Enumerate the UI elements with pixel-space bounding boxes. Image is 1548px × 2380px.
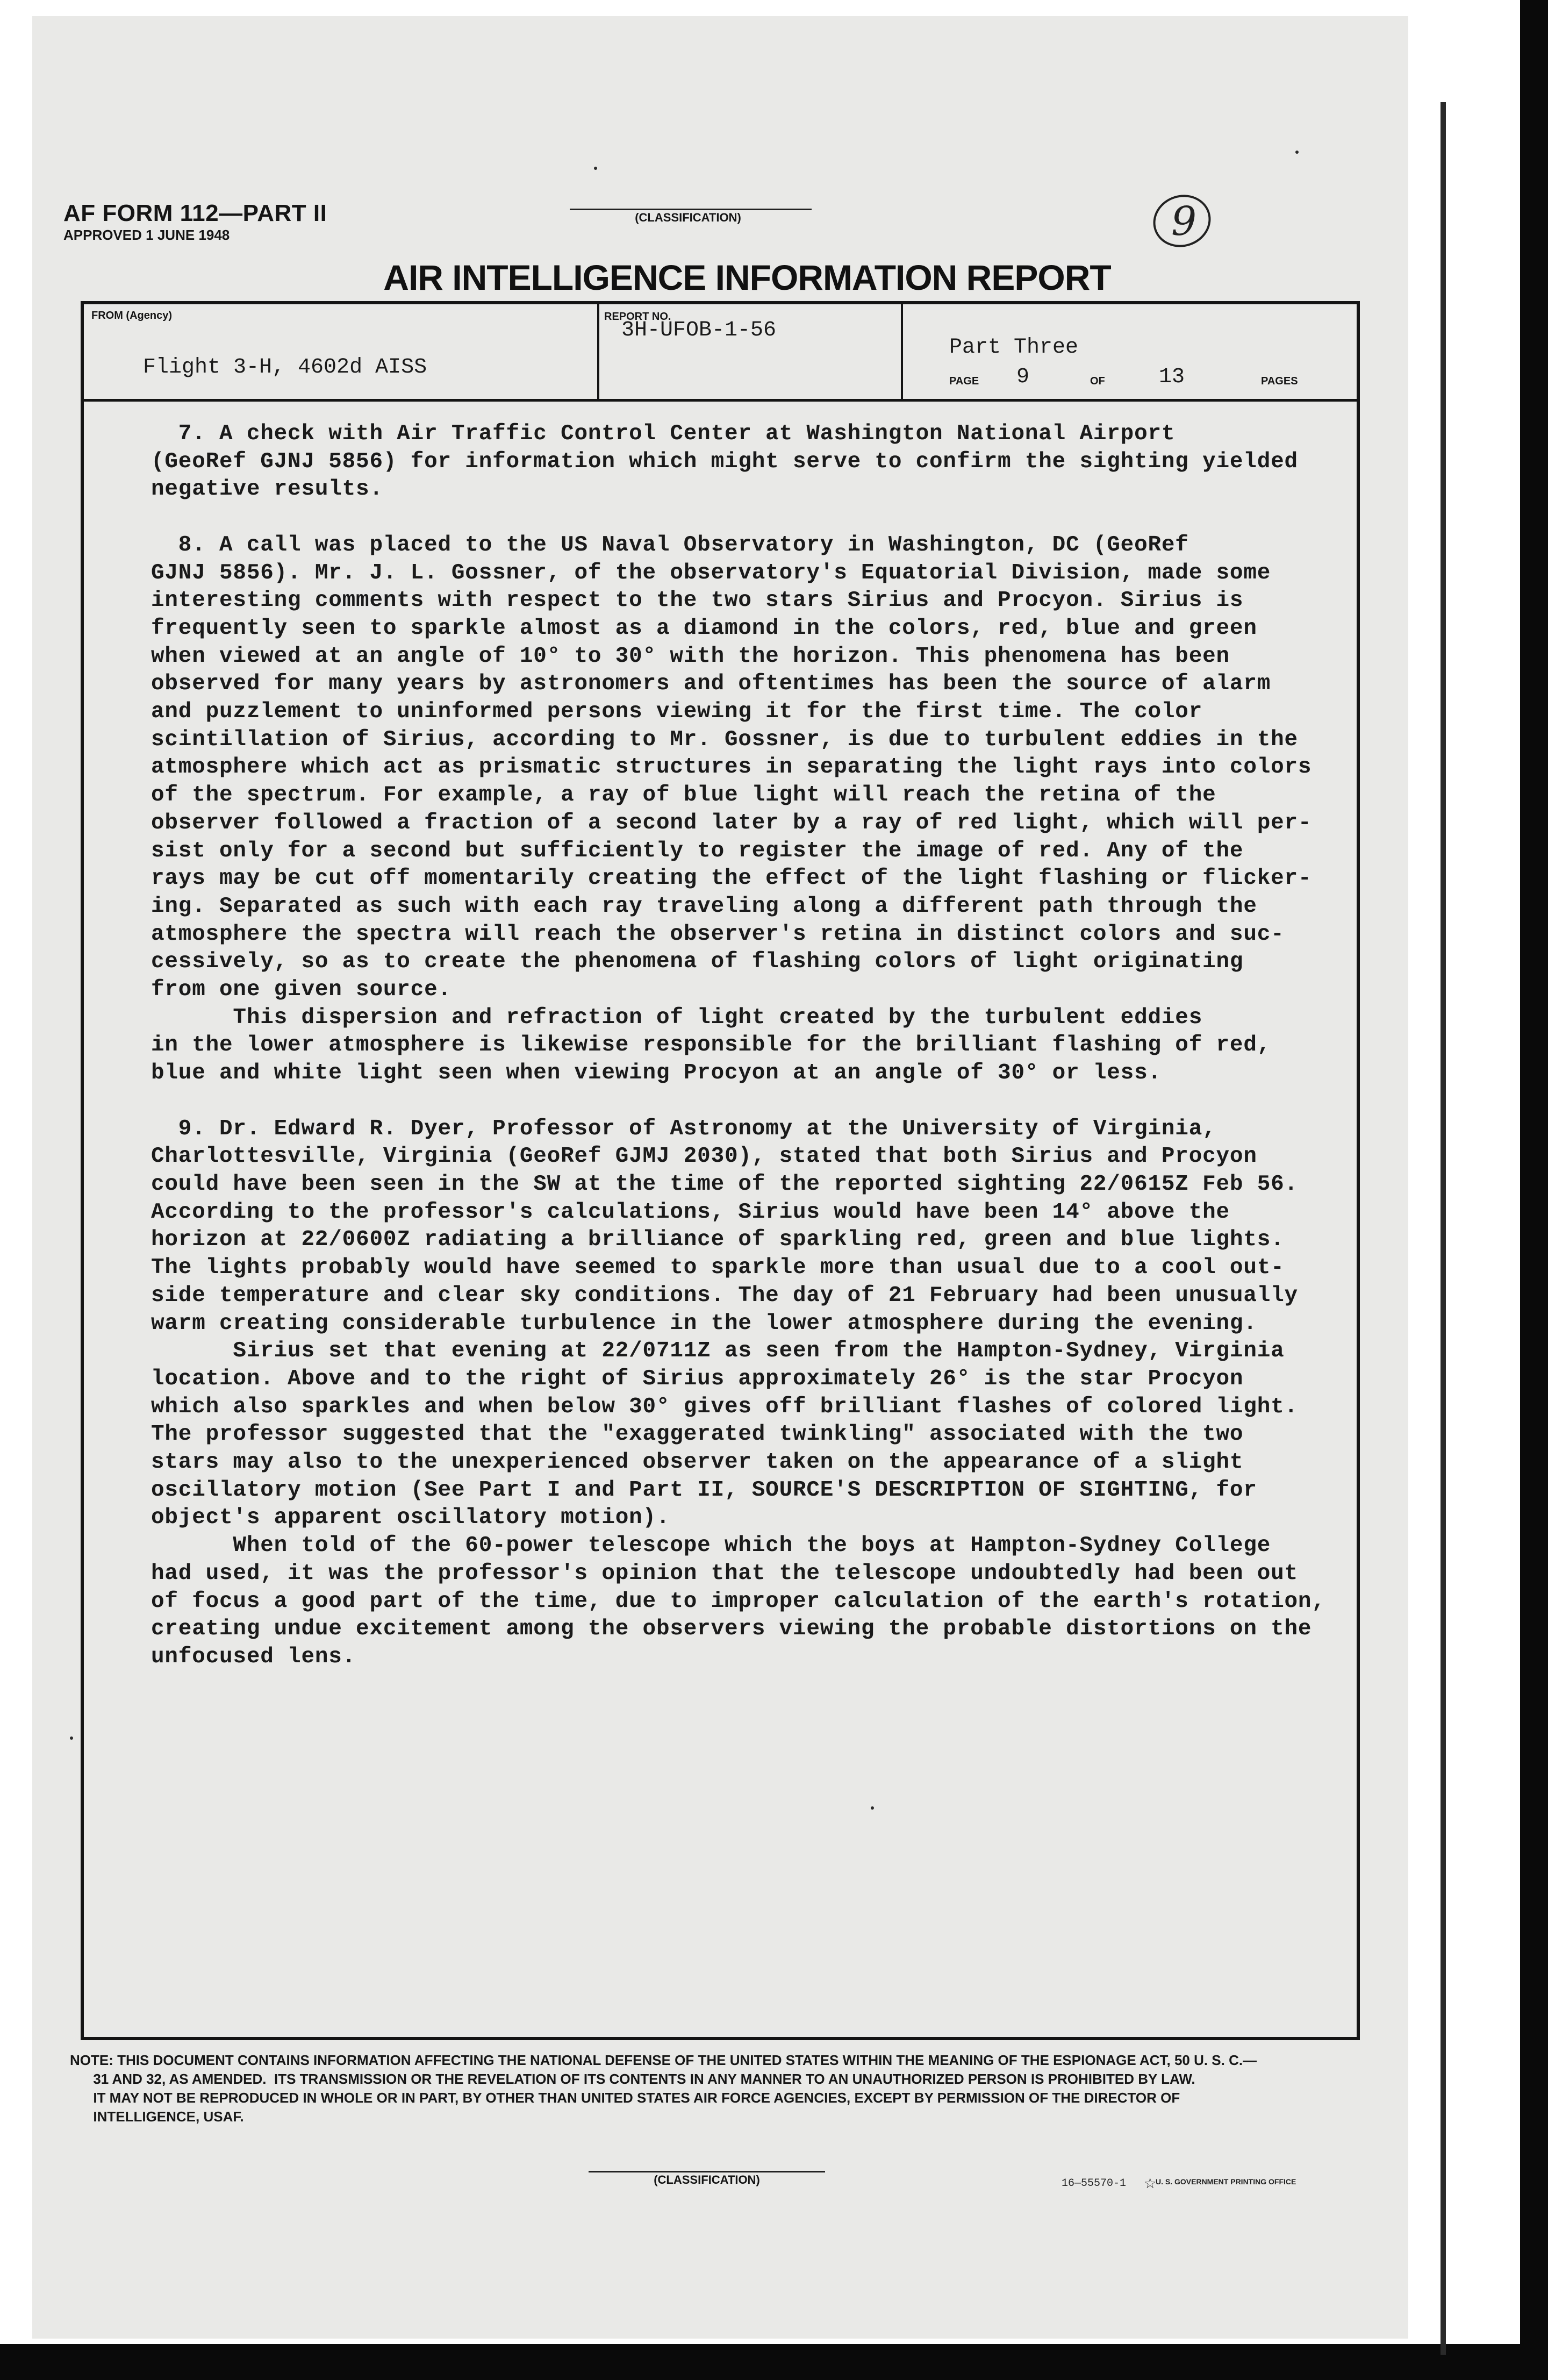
approved-date: APPROVED 1 JUNE 1948: [63, 227, 230, 243]
from-label: FROM (Agency): [91, 310, 172, 321]
field-divider: [597, 304, 599, 400]
printer-credit: U. S. GOVERNMENT PRINTING OFFICE: [1156, 2177, 1296, 2186]
page-value: 9: [1016, 365, 1030, 389]
form-code: 16—55570-1: [1062, 2177, 1127, 2190]
document-page: [32, 16, 1408, 2339]
classification-bottom: (CLASSIFICATION): [654, 2173, 760, 2186]
scan-speck: [594, 167, 597, 170]
espionage-notice: NOTE: THIS DOCUMENT CONTAINS INFORMATION AFFECTING THE NATIONAL DEFENSE OF THE UNITED STATES WITHIN THE MEANING OF THE ESPIONAGE ACT, 50 U. S. C.— 31 AND 32, AS AMENDED. ITS TRANSMISSION OR THE REVELATION OF ITS CONTENTS IN ANY MANNER TO AN UNAUTHORIZED PERSON IS PROHIBITED BY LAW. IT MAY NOT BE REPRODUCED IN WHOLE OR IN PART, BY OTHER THAN UNITED STATES AIR FORCE AGENCIES, EXCEPT BY PERMISSION OF THE DIRECTOR OF INTELLIGENCE, USAF.: [70, 2052, 1257, 2125]
star-icon: ☆: [1144, 2175, 1157, 2191]
report-form-box: [81, 301, 1360, 2040]
pages-label: PAGES: [1261, 375, 1298, 387]
page-label: PAGE: [949, 375, 979, 387]
handwritten-page-number: [1148, 185, 1216, 254]
report-title: AIR INTELLIGENCE INFORMATION REPORT: [383, 258, 1111, 297]
report-body: 7. A check with Air Traffic Control Center at Washington National Airport (GeoRef GJNJ 5856) for information which might serve to confirm the sighting yielded negative results. 8. A call was placed to the US Naval Observatory in Washington, DC (GeoRef GJNJ 5856). Mr. J. L. Gossner, of the observatory's Equatorial Division, made some interesting comments with respect to the two stars Sirius and Procyon. Sirius is frequently seen to sparkle almost as a diamond in the colors, red, blue and green when viewed at an angle of 10° to 30° with the horizon. This phenomena has been observed for many years by astronomers and oftentimes has been the source of alarm and puzzlement to uninformed persons viewing it for the first time. The color scintillation of Sirius, according to Mr. Gossner, is due to turbulent eddies in the atmosphere which act as prismatic structures in separating the light rays into colors of the spectrum. For example, a ray of blue light will reach the retina of the observer followed a fraction of a second later by a ray of red light, which will per- sist only for a second but sufficiently to register the image of red. Any of the rays may be cut off momentarily creating the effect of the light flashing or flicker- ing. Separated as such with each ray traveling along a different path through the atmosphere the spectra will reach the observer's retina in distinct colors and suc- cessively, so as to create the phenomena of flashing colors of light originating from one given source. This dispersion and refraction of light created by the turbulent eddies in the lower atmosphere is likewise responsible for the brilliant flashing of red, blue and white light seen when viewing Procyon at an angle of 30° or less. 9. Dr. Edward R. Dyer, Professor of Astronomy at the University of Virginia, Charlottesville, Virginia (GeoRef GJMJ 2030), stated that both Sirius and Procyon could have been seen in the SW at the time of the reported sighting 22/0615Z Feb 56. According to the professor's calculations, Sirius would have been 14° above the horizon at 22/0600Z radiating a brilliance of sparkling red, green and blue lights. The lights probably would have seemed to sparkle more than usual due to a cool out- side temperature and clear sky conditions. The day of 21 February had been unusually warm creating considerable turbulence in the lower atmosphere during the evening. Sirius set that evening at 22/0711Z as seen from the Hampton-Sydney, Virginia location. Above and to the right of Sirius approximately 26° is the star Procyon which also sparkles and when below 30° gives off brilliant flashes of colored light. The professor suggested that the "exaggerated twinkling" associated with the two stars may also to the unexperienced observer taken on the appearance of a slight oscillatory motion (See Part I and Part II, SOURCE'S DESCRIPTION OF SIGHTING, for object's apparent oscillatory motion). When told of the 60-power telescope which the boys at Hampton-Sydney College had used, it was the professor's opinion that the telescope undoubtedly had been out of focus a good part of the time, due to improper calculation of the earth's rotation, creating undue excitement among the observers viewing the probable distortions on the unfocused lens.: [151, 421, 1325, 1669]
form-id: AF FORM 112—PART II: [63, 200, 327, 226]
field-divider: [901, 304, 903, 400]
page-edge: [1440, 102, 1446, 2355]
scan-speck: [1295, 151, 1299, 154]
classification-rule-bottom: [589, 2171, 825, 2172]
report-no-label: REPORT NO.: [604, 311, 671, 323]
from-value: Flight 3-H, 4602d AISS: [143, 355, 427, 380]
scan-border-bottom: [0, 2344, 1548, 2380]
part-value: Part Three: [949, 335, 1079, 360]
handwritten-page-digit: 9: [1171, 198, 1197, 245]
of-label: OF: [1090, 375, 1105, 387]
header-rule: [84, 399, 1357, 402]
scan-speck: [70, 1736, 73, 1740]
scan-border-right: [1520, 0, 1548, 2380]
classification-top: (CLASSIFICATION): [635, 211, 741, 224]
report-no-value: 3H-UFOB-1-56: [621, 318, 777, 342]
of-value: 13: [1159, 365, 1185, 389]
classification-rule-top: [570, 209, 812, 210]
